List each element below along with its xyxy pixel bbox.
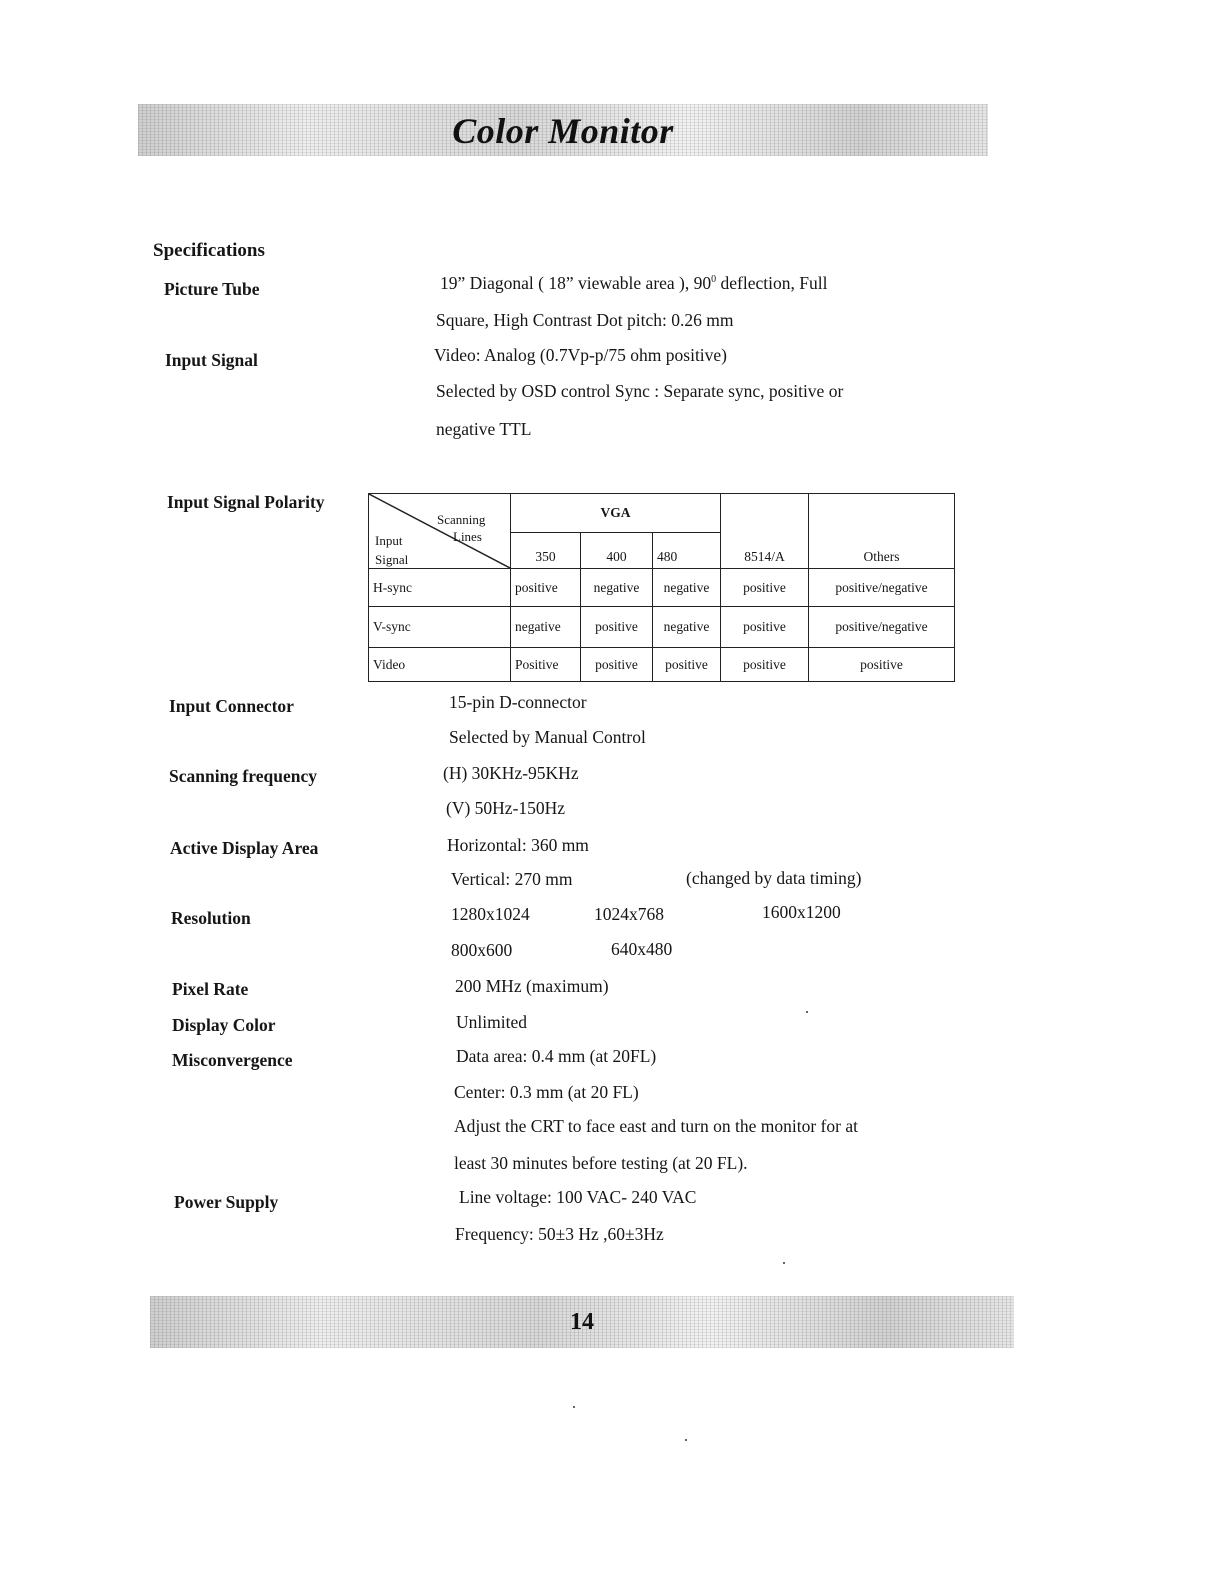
table-cell: positive [809,648,955,682]
header-band [138,104,988,156]
table-cell: negative [653,569,721,607]
input-signal-polarity-label: Input Signal Polarity [167,492,325,512]
table-cell: positive [581,648,653,682]
table-cell: positive/negative [809,569,955,607]
misconvergence-line2: Center: 0.3 mm (at 20 FL) [454,1082,639,1102]
table-row [369,569,955,607]
table-cell: positive [511,569,581,607]
resolution-value: 640x480 [611,939,673,959]
table-cell: positive [721,569,809,607]
resolution-value: 1600x1200 [762,902,841,922]
column-header: 400 [581,533,653,569]
scan-speck [783,1262,785,1264]
misconvergence-line4: least 30 minutes before testing (at 20 FL). [454,1153,748,1173]
resolution-label: Resolution [171,908,251,928]
corner-input: Input [375,533,403,548]
active-display-note: (changed by data timing) [686,868,862,888]
pixel-rate-label: Pixel Rate [172,979,249,999]
corner-scanning: Scanning [437,512,486,527]
scan-speck [573,1406,575,1408]
column-header: Others [809,494,955,569]
active-display-vertical: Vertical: 270 mm [451,869,573,889]
resolution-value: 800x600 [451,940,513,960]
row-label: V-sync [369,607,511,648]
input-signal-line3: negative TTL [436,419,532,439]
power-supply-label: Power Supply [174,1192,279,1212]
scanning-frequency-v: (V) 50Hz-150Hz [446,798,566,818]
active-display-horizontal: Horizontal: 360 mm [447,835,589,855]
input-connector-line1: 15-pin D-connector [449,692,587,712]
picture-tube-line1-a: 19” Diagonal ( 18” viewable area ), 90 [440,273,712,293]
corner-signal: Signal [375,552,409,567]
resolution-value: 1024x768 [594,904,664,924]
display-color-label: Display Color [172,1015,276,1035]
corner-lines: Lines [453,529,482,544]
section-heading: Specifications [153,240,265,261]
input-signal-line2: Selected by OSD control Sync : Separate sync, positive or [436,381,844,401]
table-corner-cell [369,494,511,569]
table-cell: negative [653,607,721,648]
scan-speck [685,1439,687,1441]
table-cell: positive [721,607,809,648]
scanning-frequency-h: (H) 30KHz-95KHz [443,763,579,783]
picture-tube-line1-b: deflection, Full [716,273,828,293]
scanning-frequency-label: Scanning frequency [169,766,317,786]
misconvergence-label: Misconvergence [172,1050,293,1070]
header-title: Color Monitor [452,111,674,151]
power-supply-line2: Frequency: 50±3 Hz ,60±3Hz [455,1224,664,1244]
input-connector-label: Input Connector [169,696,294,716]
column-header: 480 [653,533,721,569]
picture-tube-line2: Square, High Contrast Dot pitch: 0.26 mm [436,310,734,330]
table-cell: negative [581,569,653,607]
degree-superscript: 0 [711,274,717,286]
table-cell: positive [581,607,653,648]
power-supply-line1: Line voltage: 100 VAC- 240 VAC [459,1187,697,1207]
resolution-value: 1280x1024 [451,904,530,924]
input-signal-label: Input Signal [165,350,258,370]
picture-tube-line1 [440,273,827,294]
display-color-value: Unlimited [456,1012,527,1032]
row-label: H-sync [369,569,511,607]
active-display-area-label: Active Display Area [170,838,319,858]
misconvergence-line3: Adjust the CRT to face east and turn on the monitor for at [454,1116,858,1136]
picture-tube-label: Picture Tube [164,279,260,299]
polarity-table [368,493,955,682]
input-signal-line1: Video: Analog (0.7Vp-p/75 ohm positive) [434,345,728,365]
scan-speck [806,1011,808,1013]
footer-band [150,1296,1014,1348]
table-row [369,607,955,648]
page-number: 14 [570,1309,594,1335]
misconvergence-line1: Data area: 0.4 mm (at 20FL) [456,1046,657,1066]
table-cell: positive [721,648,809,682]
pixel-rate-value: 200 MHz (maximum) [455,976,609,996]
table-row [369,648,955,682]
table-cell: negative [511,607,581,648]
table-cell: Positive [511,648,581,682]
row-label: Video [369,648,511,682]
vga-group-header: VGA [511,494,721,533]
table-cell: positive/negative [809,607,955,648]
column-header: 8514/A [721,494,809,569]
table-cell: positive [653,648,721,682]
input-connector-line2: Selected by Manual Control [449,727,646,747]
column-header: 350 [511,533,581,569]
